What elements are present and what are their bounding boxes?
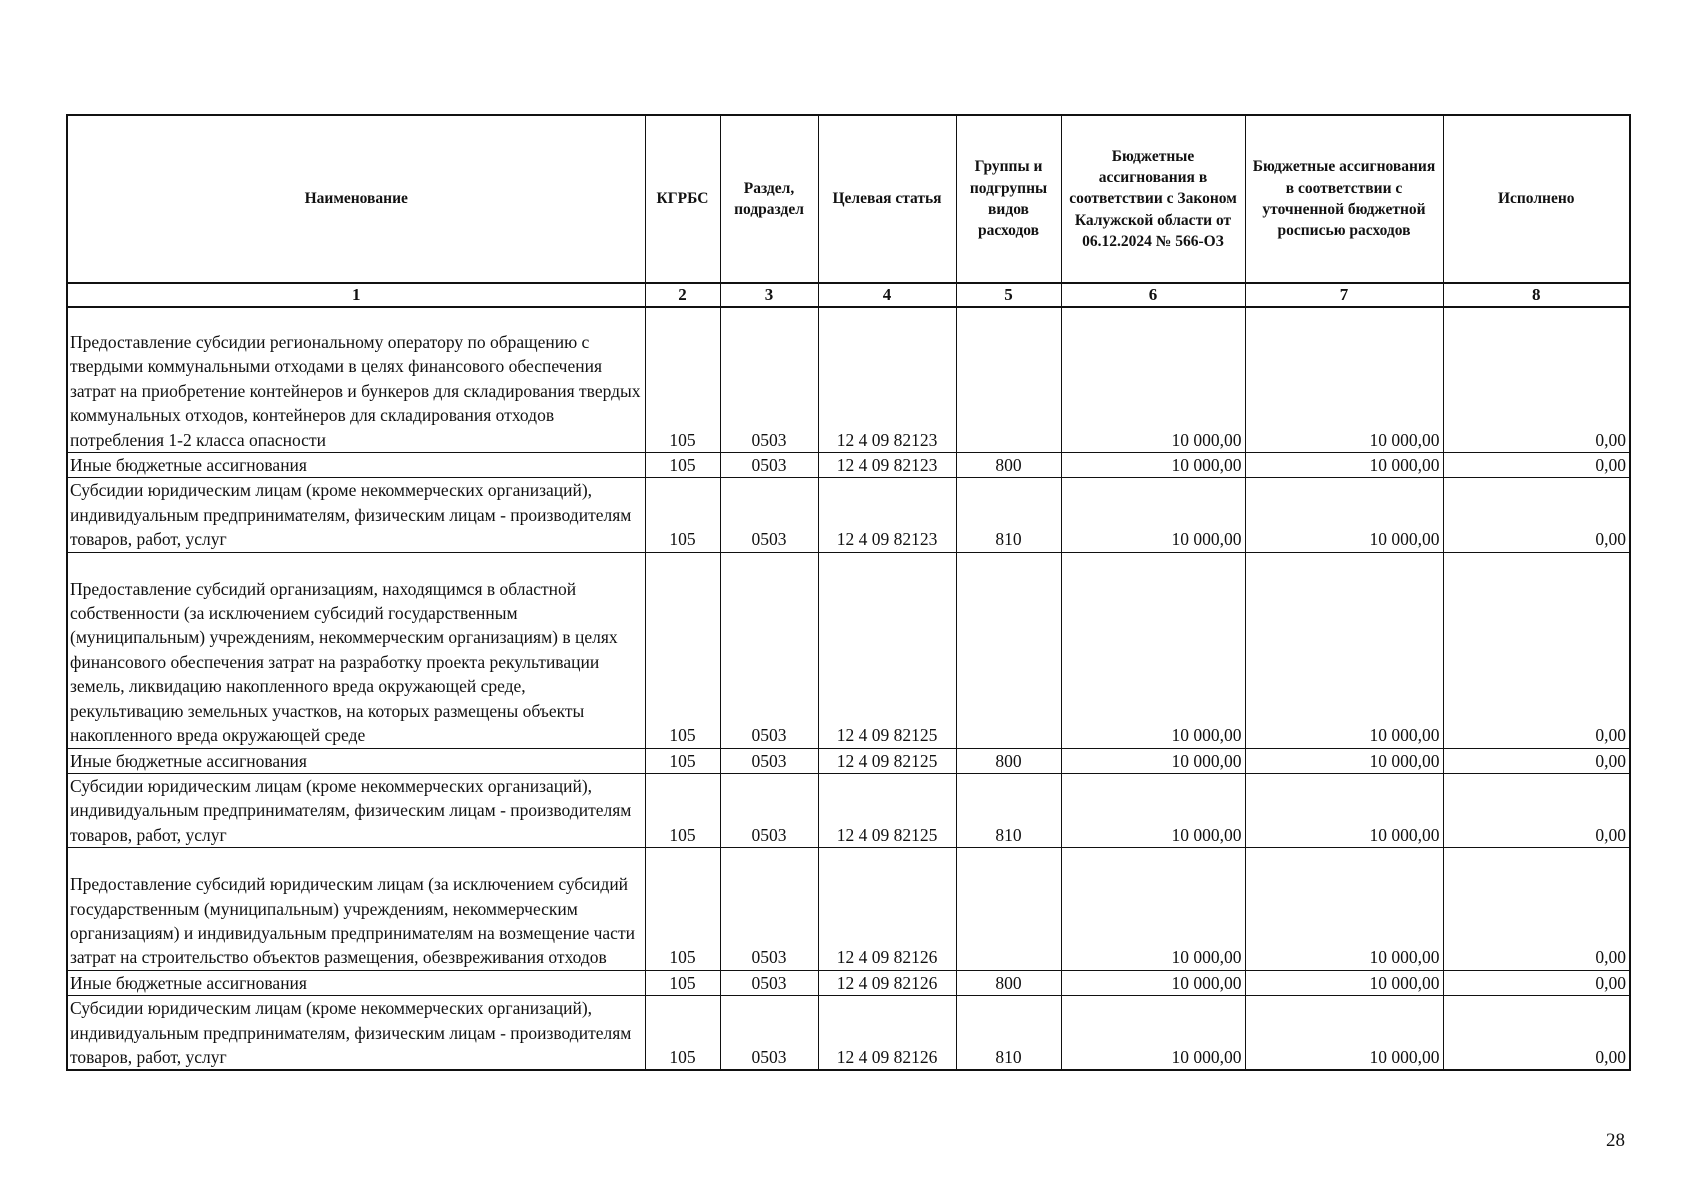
row-kgrbs: 105 [645, 552, 720, 748]
table-row [67, 748, 1630, 773]
row-target: 12 4 09 82125 [818, 773, 956, 847]
row-target: 12 4 09 82125 [818, 552, 956, 748]
row-refined-amount: 10 000,00 [1245, 453, 1443, 478]
column-number: 4 [818, 283, 956, 307]
row-section: 0503 [720, 552, 818, 748]
row-executed-amount: 0,00 [1443, 996, 1630, 1071]
row-kgrbs: 105 [645, 478, 720, 552]
row-group: 810 [956, 996, 1061, 1071]
row-name: Иные бюджетные ассигнования [67, 453, 645, 478]
column-number: 8 [1443, 283, 1630, 307]
table-row [67, 307, 1630, 453]
row-kgrbs: 105 [645, 773, 720, 847]
row-refined-amount: 10 000,00 [1245, 478, 1443, 552]
row-kgrbs: 105 [645, 970, 720, 995]
row-law-amount: 10 000,00 [1061, 970, 1245, 995]
row-law-amount: 10 000,00 [1061, 552, 1245, 748]
row-group: 800 [956, 748, 1061, 773]
row-group: 810 [956, 478, 1061, 552]
row-section: 0503 [720, 307, 818, 453]
row-section: 0503 [720, 996, 818, 1071]
header-section: Раздел, подраздел [720, 115, 818, 283]
header-executed: Исполнено [1443, 115, 1630, 283]
row-target: 12 4 09 82126 [818, 848, 956, 971]
row-section: 0503 [720, 773, 818, 847]
row-name: Предоставление субсидий юридическим лицам (за исключением субсидий государственным (муниципальным) учреждениям, некоммерческим организациям) и индивидуальным предпринимателям на возмещение части затрат на строительство объектов размещения, обезвреживания отходов [67, 848, 645, 971]
table-row [67, 453, 1630, 478]
table-row [67, 970, 1630, 995]
row-executed-amount: 0,00 [1443, 848, 1630, 971]
row-kgrbs: 105 [645, 748, 720, 773]
header-law-allocations: Бюджетные ассигнования в соответствии с Законом Калужской области от 06.12.2024 № 566-ОЗ [1061, 115, 1245, 283]
row-section: 0503 [720, 453, 818, 478]
column-number: 3 [720, 283, 818, 307]
column-number: 5 [956, 283, 1061, 307]
row-section: 0503 [720, 748, 818, 773]
table-row [67, 773, 1630, 847]
row-section: 0503 [720, 970, 818, 995]
header-kgrbs: КГРБС [645, 115, 720, 283]
row-name: Субсидии юридическим лицам (кроме некоммерческих организаций), индивидуальным предпринимателям, физическим лицам - производителям товаров, работ, услуг [67, 478, 645, 552]
row-name: Иные бюджетные ассигнования [67, 970, 645, 995]
header-name: Наименование [67, 115, 645, 283]
row-kgrbs: 105 [645, 453, 720, 478]
column-number: 1 [67, 283, 645, 307]
header-refined-allocations: Бюджетные ассигнования в соответствии с уточненной бюджетной росписью расходов [1245, 115, 1443, 283]
row-law-amount: 10 000,00 [1061, 848, 1245, 971]
budget-table [66, 114, 1631, 1071]
header-row [67, 115, 1630, 283]
column-number: 2 [645, 283, 720, 307]
row-section: 0503 [720, 478, 818, 552]
column-number: 6 [1061, 283, 1245, 307]
row-law-amount: 10 000,00 [1061, 773, 1245, 847]
row-law-amount: 10 000,00 [1061, 453, 1245, 478]
page-number: 28 [1606, 1130, 1625, 1151]
row-refined-amount: 10 000,00 [1245, 307, 1443, 453]
row-executed-amount: 0,00 [1443, 970, 1630, 995]
row-refined-amount: 10 000,00 [1245, 970, 1443, 995]
row-refined-amount: 10 000,00 [1245, 848, 1443, 971]
row-group [956, 848, 1061, 971]
row-executed-amount: 0,00 [1443, 478, 1630, 552]
row-refined-amount: 10 000,00 [1245, 552, 1443, 748]
row-group [956, 552, 1061, 748]
row-law-amount: 10 000,00 [1061, 478, 1245, 552]
row-executed-amount: 0,00 [1443, 552, 1630, 748]
column-number-row [67, 283, 1630, 307]
row-group: 810 [956, 773, 1061, 847]
row-group: 800 [956, 970, 1061, 995]
row-group: 800 [956, 453, 1061, 478]
row-kgrbs: 105 [645, 848, 720, 971]
row-name: Субсидии юридическим лицам (кроме некоммерческих организаций), индивидуальным предпринимателям, физическим лицам - производителям товаров, работ, услуг [67, 773, 645, 847]
table-row [67, 552, 1630, 748]
row-section: 0503 [720, 848, 818, 971]
row-law-amount: 10 000,00 [1061, 996, 1245, 1071]
header-group: Группы и подгрупны видов расходов [956, 115, 1061, 283]
row-target: 12 4 09 82123 [818, 307, 956, 453]
column-number: 7 [1245, 283, 1443, 307]
row-refined-amount: 10 000,00 [1245, 773, 1443, 847]
row-law-amount: 10 000,00 [1061, 748, 1245, 773]
row-executed-amount: 0,00 [1443, 748, 1630, 773]
row-refined-amount: 10 000,00 [1245, 748, 1443, 773]
table-row [67, 996, 1630, 1071]
row-target: 12 4 09 82123 [818, 478, 956, 552]
row-name: Иные бюджетные ассигнования [67, 748, 645, 773]
row-kgrbs: 105 [645, 307, 720, 453]
row-executed-amount: 0,00 [1443, 773, 1630, 847]
row-target: 12 4 09 82125 [818, 748, 956, 773]
table-row [67, 478, 1630, 552]
header-target: Целевая статья [818, 115, 956, 283]
row-executed-amount: 0,00 [1443, 453, 1630, 478]
row-group [956, 307, 1061, 453]
row-name: Субсидии юридическим лицам (кроме некоммерческих организаций), индивидуальным предпринимателям, физическим лицам - производителям товаров, работ, услуг [67, 996, 645, 1071]
row-law-amount: 10 000,00 [1061, 307, 1245, 453]
row-name: Предоставление субсидий организациям, находящимся в областной собственности (за исключением субсидий государственным (муниципальным) учреждениям, некоммерческим организациям) в целях финансового обеспечения затрат на разработку проекта рекультивации земель, ликвидацию накопленного вреда окружающей среде, рекультивацию земельных участков, на которых размещены объекты накопленного вреда окружающей среде [67, 552, 645, 748]
row-target: 12 4 09 82123 [818, 453, 956, 478]
row-kgrbs: 105 [645, 996, 720, 1071]
row-name: Предоставление субсидии региональному оператору по обращению с твердыми коммунальными отходами в целях финансового обеспечения затрат на приобретение контейнеров и бункеров для складирования твердых коммунальных отходов, контейнеров для складирования отходов потребления 1-2 класса опасности [67, 307, 645, 453]
row-target: 12 4 09 82126 [818, 996, 956, 1071]
table-row [67, 848, 1630, 971]
row-refined-amount: 10 000,00 [1245, 996, 1443, 1071]
row-target: 12 4 09 82126 [818, 970, 956, 995]
row-executed-amount: 0,00 [1443, 307, 1630, 453]
